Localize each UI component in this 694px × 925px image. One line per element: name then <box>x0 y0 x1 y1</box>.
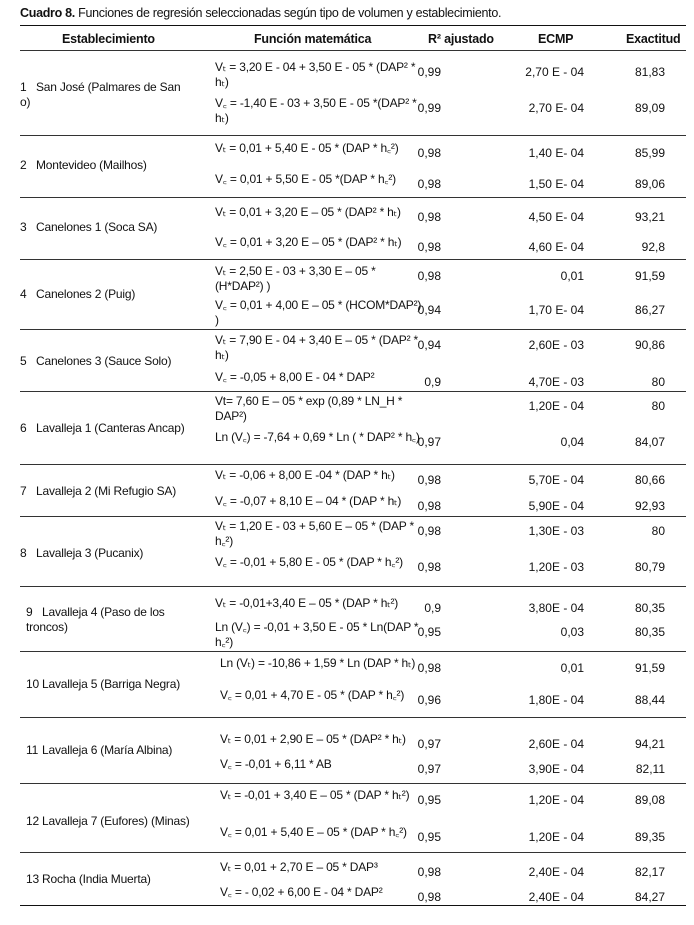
row-divider <box>20 651 686 652</box>
funcion-matematica-2: V꜀ = -0,05 + 8,00 E - 04 * DAP² <box>215 370 375 384</box>
exactitud-cell-2: 86,27 <box>634 303 665 317</box>
establecimiento-cell <box>26 677 216 692</box>
row-number: 1 <box>20 80 27 94</box>
establecimiento-name: Lavalleja 3 (Pucanix) <box>36 546 144 560</box>
ecmp-cell-1: 4,50 E- 04 <box>528 210 584 224</box>
funcion-matematica-1: Vₜ = -0,01 + 3,40 E – 05 * (DAP * hₜ²) <box>220 788 410 802</box>
ecmp-cell-2: 3,90E - 04 <box>528 762 584 776</box>
r2-cell-2: 0,94 <box>417 303 441 317</box>
header-exactitud: Exactitud <box>626 32 681 46</box>
r2-cell-1: 0,94 <box>417 338 441 352</box>
r2-cell-1: 0,9 <box>424 601 441 615</box>
r2-cell-2: 0,96 <box>417 693 441 707</box>
funcion-matematica-1: Vₜ = -0,01+3,40 E – 05 * (DAP * hₜ²) <box>215 596 399 610</box>
r2-cell-2: 0,98 <box>417 177 441 191</box>
establecimiento-cell <box>20 80 185 110</box>
row-number: 9 <box>26 605 33 619</box>
exactitud-cell-1: 89,08 <box>634 793 665 807</box>
funcion-matematica-2: V꜀ = 0,01 + 3,20 E – 05 * (DAP² * hₜ) <box>215 235 402 249</box>
row-number: 12 <box>26 814 39 828</box>
ecmp-cell-1: 2,60E - 03 <box>528 338 584 352</box>
r2-cell-2: 0,9 <box>424 375 441 389</box>
r2-cell-1: 0,98 <box>417 524 441 538</box>
exactitud-cell-2: 84,27 <box>634 890 665 904</box>
funcion-matematica-1: Vₜ = 3,20 E - 04 + 3,50 E - 05 * (DAP² * hₜ) <box>215 60 416 89</box>
header-funcion: Función matemática <box>254 32 372 46</box>
establecimiento-name: Rocha (India Muerta) <box>42 872 151 886</box>
funcion-matematica-1: Vₜ = 0,01 + 2,70 E – 05 * DAP³ <box>220 860 378 874</box>
ecmp-cell-1: 1,20E - 04 <box>528 793 584 807</box>
r2-cell-1: 0,98 <box>417 146 441 160</box>
establecimiento-name: Lavalleja 6 (María Albina) <box>42 743 173 757</box>
row-number: 6 <box>20 421 27 435</box>
ecmp-cell-2: 1,50 E- 04 <box>528 177 584 191</box>
row-divider <box>20 135 686 136</box>
exactitud-cell-1: 81,83 <box>634 65 665 79</box>
establecimiento-name: Lavalleja 5 (Barriga Negra) <box>42 677 181 691</box>
establecimiento-name: Lavalleja 4 (Paso de los troncos) <box>26 605 165 634</box>
row-number: 13 <box>26 872 39 886</box>
funcion-matematica-1: Vₜ = -0,06 + 8,00 E -04 * (DAP * hₜ) <box>215 468 395 482</box>
row-number: 11 <box>26 743 39 757</box>
exactitud-cell-2: 88,44 <box>634 693 665 707</box>
r2-cell-1: 0,99 <box>417 65 441 79</box>
header-establecimiento: Establecimiento <box>62 32 155 46</box>
ecmp-cell-1: 3,80E - 04 <box>528 601 584 615</box>
funcion-matematica-1: Vₜ = 0,01 + 5,40 E - 05 * (DAP * h꜀²) <box>215 141 399 155</box>
establecimiento-name: Canelones 2 (Puig) <box>36 287 136 301</box>
header-ecmp: ECMP <box>538 32 574 46</box>
funcion-matematica-1: Ln (Vₜ) = -10,86 + 1,59 * Ln (DAP * hₜ) <box>220 656 416 670</box>
r2-cell-2: 0,98 <box>417 890 441 904</box>
exactitud-cell-1: 91,59 <box>634 269 665 283</box>
exactitud-cell-2: 92,93 <box>634 499 665 513</box>
funcion-matematica-2: V꜀ = 0,01 + 4,00 E – 05 * (HCOM*DAP²) ) <box>215 298 422 327</box>
row-number: 3 <box>20 220 27 234</box>
row-divider <box>20 852 686 853</box>
row-divider <box>20 259 686 260</box>
r2-cell-2: 0,97 <box>417 435 441 449</box>
funcion-matematica-1: Vt= 7,60 E – 05 * exp (0,89 * LN_H * DAP²) <box>215 394 403 423</box>
ecmp-cell-1: 2,60E - 04 <box>528 737 584 751</box>
r2-cell-1: 0,95 <box>417 793 441 807</box>
funcion-matematica-1: Vₜ = 1,20 E - 03 + 5,60 E – 05 * (DAP * h꜀²) <box>215 519 414 548</box>
r2-cell-2: 0,95 <box>417 830 441 844</box>
r2-cell-2: 0,97 <box>417 762 441 776</box>
establecimiento-cell <box>26 814 216 829</box>
row-number: 5 <box>20 354 27 368</box>
r2-cell-1: 0,98 <box>417 269 441 283</box>
row-number: 8 <box>20 546 27 560</box>
funcion-matematica-2: V꜀ = 0,01 + 5,50 E - 05 *(DAP * h꜀²) <box>215 172 396 186</box>
funcion-matematica-1: Vₜ = 0,01 + 3,20 E – 05 * (DAP² * hₜ) <box>215 205 401 219</box>
establecimiento-name: Lavalleja 7 (Eufores) (Minas) <box>42 814 190 828</box>
caption-text: Funciones de regresión seleccionadas según tipo de volumen y establecimiento. <box>78 6 502 20</box>
establecimiento-cell <box>20 220 210 235</box>
r2-cell-1: 0,98 <box>417 473 441 487</box>
ecmp-cell-2: 1,70 E- 04 <box>528 303 584 317</box>
exactitud-cell-2: 89,35 <box>634 830 665 844</box>
ecmp-cell-2: 1,20E - 03 <box>528 560 584 574</box>
ecmp-cell-2: 4,70E - 03 <box>528 375 584 389</box>
exactitud-cell-2: 80,35 <box>634 625 665 639</box>
exactitud-cell-2: 89,09 <box>634 101 665 115</box>
funcion-matematica-1: Vₜ = 2,50 E - 03 + 3,30 E – 05 * (H*DAP²) ) <box>215 264 376 293</box>
establecimiento-name: Lavalleja 1 (Canteras Ancap) <box>36 421 185 435</box>
ecmp-cell-1: 1,30E - 03 <box>528 524 584 538</box>
funcion-matematica-2: V꜀ = -0,07 + 8,10 E – 04 * (DAP * hₜ) <box>215 494 402 508</box>
ecmp-cell-1: 0,01 <box>560 661 584 675</box>
establecimiento-cell <box>26 872 216 887</box>
row-number: 2 <box>20 158 27 172</box>
establecimiento-name: Montevideo (Mailhos) <box>36 158 147 172</box>
funcion-matematica-2: Ln (V꜀) = -7,64 + 0,69 * Ln ( * DAP² * h꜀) <box>215 430 420 444</box>
r2-cell-2: 0,98 <box>417 240 441 254</box>
exactitud-cell-2: 89,06 <box>634 177 665 191</box>
exactitud-cell-1: 80 <box>651 399 665 413</box>
exactitud-cell-2: 82,11 <box>635 762 665 776</box>
ecmp-cell-2: 1,20E - 04 <box>528 830 584 844</box>
r2-cell-1: 0,98 <box>417 661 441 675</box>
exactitud-cell-1: 85,99 <box>634 146 665 160</box>
funcion-matematica-2: V꜀ = -1,40 E - 03 + 3,50 E - 05 *(DAP² * hₜ) <box>215 96 417 125</box>
exactitud-cell-1: 80 <box>651 524 665 538</box>
exactitud-cell-1: 91,59 <box>634 661 665 675</box>
row-number: 10 <box>26 677 39 691</box>
r2-cell-1: 0,98 <box>417 865 441 879</box>
exactitud-cell-2: 84,07 <box>634 435 665 449</box>
establecimiento-cell <box>26 743 216 758</box>
ecmp-cell-2: 1,80E - 04 <box>528 693 584 707</box>
ecmp-cell-2: 0,03 <box>560 625 584 639</box>
r2-cell-2: 0,95 <box>417 625 441 639</box>
establecimiento-cell <box>26 605 196 635</box>
row-divider <box>20 464 686 465</box>
ecmp-cell-2: 5,90E - 04 <box>528 499 584 513</box>
establecimiento-name: Canelones 3 (Sauce Solo) <box>36 354 172 368</box>
exactitud-cell-1: 80,35 <box>634 601 665 615</box>
establecimiento-cell <box>20 546 215 561</box>
establecimiento-cell <box>20 484 215 499</box>
establecimiento-name: Canelones 1 (Soca SA) <box>36 220 158 234</box>
ecmp-cell-2: 4,60 E- 04 <box>528 240 584 254</box>
header-rule <box>20 50 686 51</box>
row-divider <box>20 905 686 906</box>
table-top-rule <box>20 25 686 26</box>
ecmp-cell-1: 1,20E - 04 <box>528 399 584 413</box>
funcion-matematica-1: Vₜ = 7,90 E - 04 + 3,40 E – 05 * (DAP² * hₜ) <box>215 333 418 362</box>
row-divider <box>20 717 686 718</box>
r2-cell-2: 0,99 <box>417 101 441 115</box>
r2-cell-2: 0,98 <box>417 499 441 513</box>
establecimiento-name: Lavalleja 2 (Mi Refugio SA) <box>36 484 177 498</box>
exactitud-cell-1: 94,21 <box>634 737 665 751</box>
exactitud-cell-1: 90,86 <box>634 338 665 352</box>
row-divider <box>20 783 686 784</box>
funcion-matematica-2: V꜀ = -0,01 + 6,11 * AB <box>220 757 332 771</box>
row-divider <box>20 586 686 587</box>
ecmp-cell-2: 2,40E - 04 <box>528 890 584 904</box>
row-divider <box>20 516 686 517</box>
ecmp-cell-1: 2,40E - 04 <box>528 865 584 879</box>
funcion-matematica-2: Ln (V꜀) = -0,01 + 3,50 E - 05 * Ln(DAP * h꜀²) <box>215 620 419 649</box>
exactitud-cell-2: 92,8 <box>641 240 665 254</box>
establecimiento-cell <box>20 354 210 369</box>
funcion-matematica-2: V꜀ = -0,01 + 5,80 E - 05 * (DAP * h꜀²) <box>215 555 403 569</box>
ecmp-cell-1: 0,01 <box>560 269 584 283</box>
row-divider <box>20 329 686 330</box>
caption-label: Cuadro 8. <box>20 6 75 20</box>
funcion-matematica-1: Vₜ = 0,01 + 2,90 E – 05 * (DAP² * hₜ) <box>220 732 406 746</box>
row-divider <box>20 197 686 198</box>
funcion-matematica-2: V꜀ = 0,01 + 5,40 E – 05 * (DAP * h꜀²) <box>220 825 407 839</box>
establecimiento-name: San José (Palmares de San o) <box>20 80 181 109</box>
header-r2: R² ajustado <box>428 32 494 46</box>
row-number: 4 <box>20 287 27 301</box>
r2-cell-2: 0,98 <box>417 560 441 574</box>
exactitud-cell-1: 80,66 <box>634 473 665 487</box>
row-number: 7 <box>20 484 27 498</box>
exactitud-cell-1: 93,21 <box>634 210 665 224</box>
funcion-matematica-2: V꜀ = 0,01 + 4,70 E - 05 * (DAP * h꜀²) <box>220 688 405 702</box>
exactitud-cell-2: 80,79 <box>634 560 665 574</box>
table-caption <box>20 6 501 20</box>
ecmp-cell-2: 2,70 E- 04 <box>528 101 584 115</box>
r2-cell-1: 0,97 <box>417 737 441 751</box>
row-divider <box>20 391 686 392</box>
ecmp-cell-2: 0,04 <box>560 435 584 449</box>
funcion-matematica-2: V꜀ = - 0,02 + 6,00 E - 04 * DAP² <box>220 885 383 899</box>
exactitud-cell-2: 80 <box>651 375 665 389</box>
establecimiento-cell <box>20 287 210 302</box>
r2-cell-1: 0,98 <box>417 210 441 224</box>
ecmp-cell-1: 2,70 E - 04 <box>525 65 584 79</box>
establecimiento-cell <box>20 421 215 436</box>
establecimiento-cell <box>20 158 210 173</box>
ecmp-cell-1: 1,40 E- 04 <box>528 146 584 160</box>
exactitud-cell-1: 82,17 <box>634 865 665 879</box>
ecmp-cell-1: 5,70E - 04 <box>528 473 584 487</box>
